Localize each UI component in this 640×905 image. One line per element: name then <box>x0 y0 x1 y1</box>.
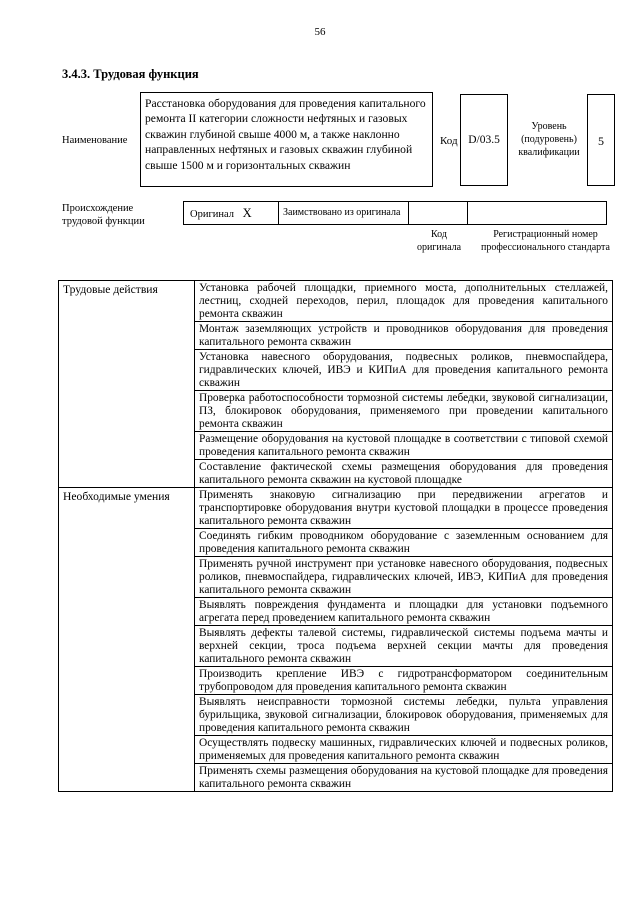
section-heading: Трудовые действия <box>59 281 195 488</box>
section-title: 3.4.3. Трудовая функция <box>62 67 199 81</box>
list-item: Выявлять повреждения фундамента и площадки для установки подъемного агрегата перед проведением капитального ремонта скважин <box>195 598 613 626</box>
original-mark: X <box>242 205 252 220</box>
origin-code-caption: Код оригинала <box>416 229 462 253</box>
page-number: 56 <box>314 26 326 38</box>
list-item: Соединять гибким проводником оборудование с заземленным основанием для проведения капитального ремонта скважин <box>195 529 613 557</box>
code-label: Код <box>440 135 458 147</box>
list-item: Применять знаковую сигнализацию при передвижении агрегатов и транспортировке оборудования внутри кустовой площадки в процессе проведения капитального ремонта скважин <box>195 488 613 529</box>
labor-function-name: Расстановка оборудования для проведения капитального ремонта II категории сложности нефтяных и газовых скважин глубиной свыше 4000 м, а также наклонно направленных нефтяных и газовых скважин глубиной свыше 1500 м и горизонтальных скважин <box>140 92 433 187</box>
list-item: Составление фактической схемы размещения оборудования для проведения капитального ремонта скважин на кустовой площадке <box>195 460 613 488</box>
code-value: D/03.5 <box>460 94 508 186</box>
list-item: Выявлять дефекты талевой системы, гидравлической системы подъема мачты и верхней секции, троса подъема верхней секции мачты для проведения капитального ремонта скважин <box>195 626 613 667</box>
list-item: Установка навесного оборудования, подвесных роликов, пневмоспайдера, гидравлических ключей, ИВЭ и КИПиА для проведения капитального ремонта скважин <box>195 350 613 391</box>
function-details-table <box>58 280 613 792</box>
list-item: Применять схемы размещения оборудования на кустовой площадке для проведения капитального ремонта скважин <box>195 764 613 792</box>
list-item: Монтаж заземляющих устройств и проводников оборудования для проведения капитального ремонта скважин <box>195 322 613 350</box>
level-label: Уровень (подуровень) квалификации <box>518 121 580 158</box>
origin-reg-cell <box>468 202 607 225</box>
name-label: Наименование <box>62 135 128 146</box>
origin-code-cell <box>409 202 468 225</box>
origin-label: Происхождение трудовой функции <box>62 203 145 227</box>
list-item: Установка рабочей площадки, приемного моста, дополнительных стеллажей, лестниц, сходней переходов, перил, площадок для проведения капитального ремонта скважин <box>195 281 613 322</box>
original-label: Оригинал <box>190 208 234 220</box>
section-heading: Необходимые умения <box>59 488 195 792</box>
borrowed-label: Заимствовано из оригинала <box>279 202 409 225</box>
table-row <box>59 281 613 322</box>
list-item: Производить крепление ИВЭ с гидротрансформатором соединительным трубопроводом для проведения капитального ремонта скважин <box>195 667 613 695</box>
table-row <box>59 488 613 529</box>
origin-table <box>183 201 607 225</box>
original-cell <box>184 202 279 225</box>
list-item: Размещение оборудования на кустовой площадке в соответствии с типовой схемой проведения капитального ремонта скважин <box>195 432 613 460</box>
level-value: 5 <box>587 94 615 186</box>
list-item: Применять ручной инструмент при установке навесного оборудования, подвесных роликов, пневмоспайдера, гидравлических ключей, ИВЭ, КИПиА для проведения капитального ремонта скважин <box>195 557 613 598</box>
list-item: Проверка работоспособности тормозной системы лебедки, звуковой сигнализации, ПЗ, блокировок оборудования, применяемого при проведении капитального ремонта скважин <box>195 391 613 432</box>
list-item: Осуществлять подвеску машинных, гидравлических ключей и подвесных роликов, применяемых для проведения капитального ремонта скважин <box>195 736 613 764</box>
origin-reg-caption: Регистрационный номер профессионального стандарта <box>481 229 610 253</box>
list-item: Выявлять неисправности тормозной системы лебедки, пульта управления бурильщика, звуковой сигнализации, блокировок оборудования, применяемых для проведения капитального ремонта скважин <box>195 695 613 736</box>
